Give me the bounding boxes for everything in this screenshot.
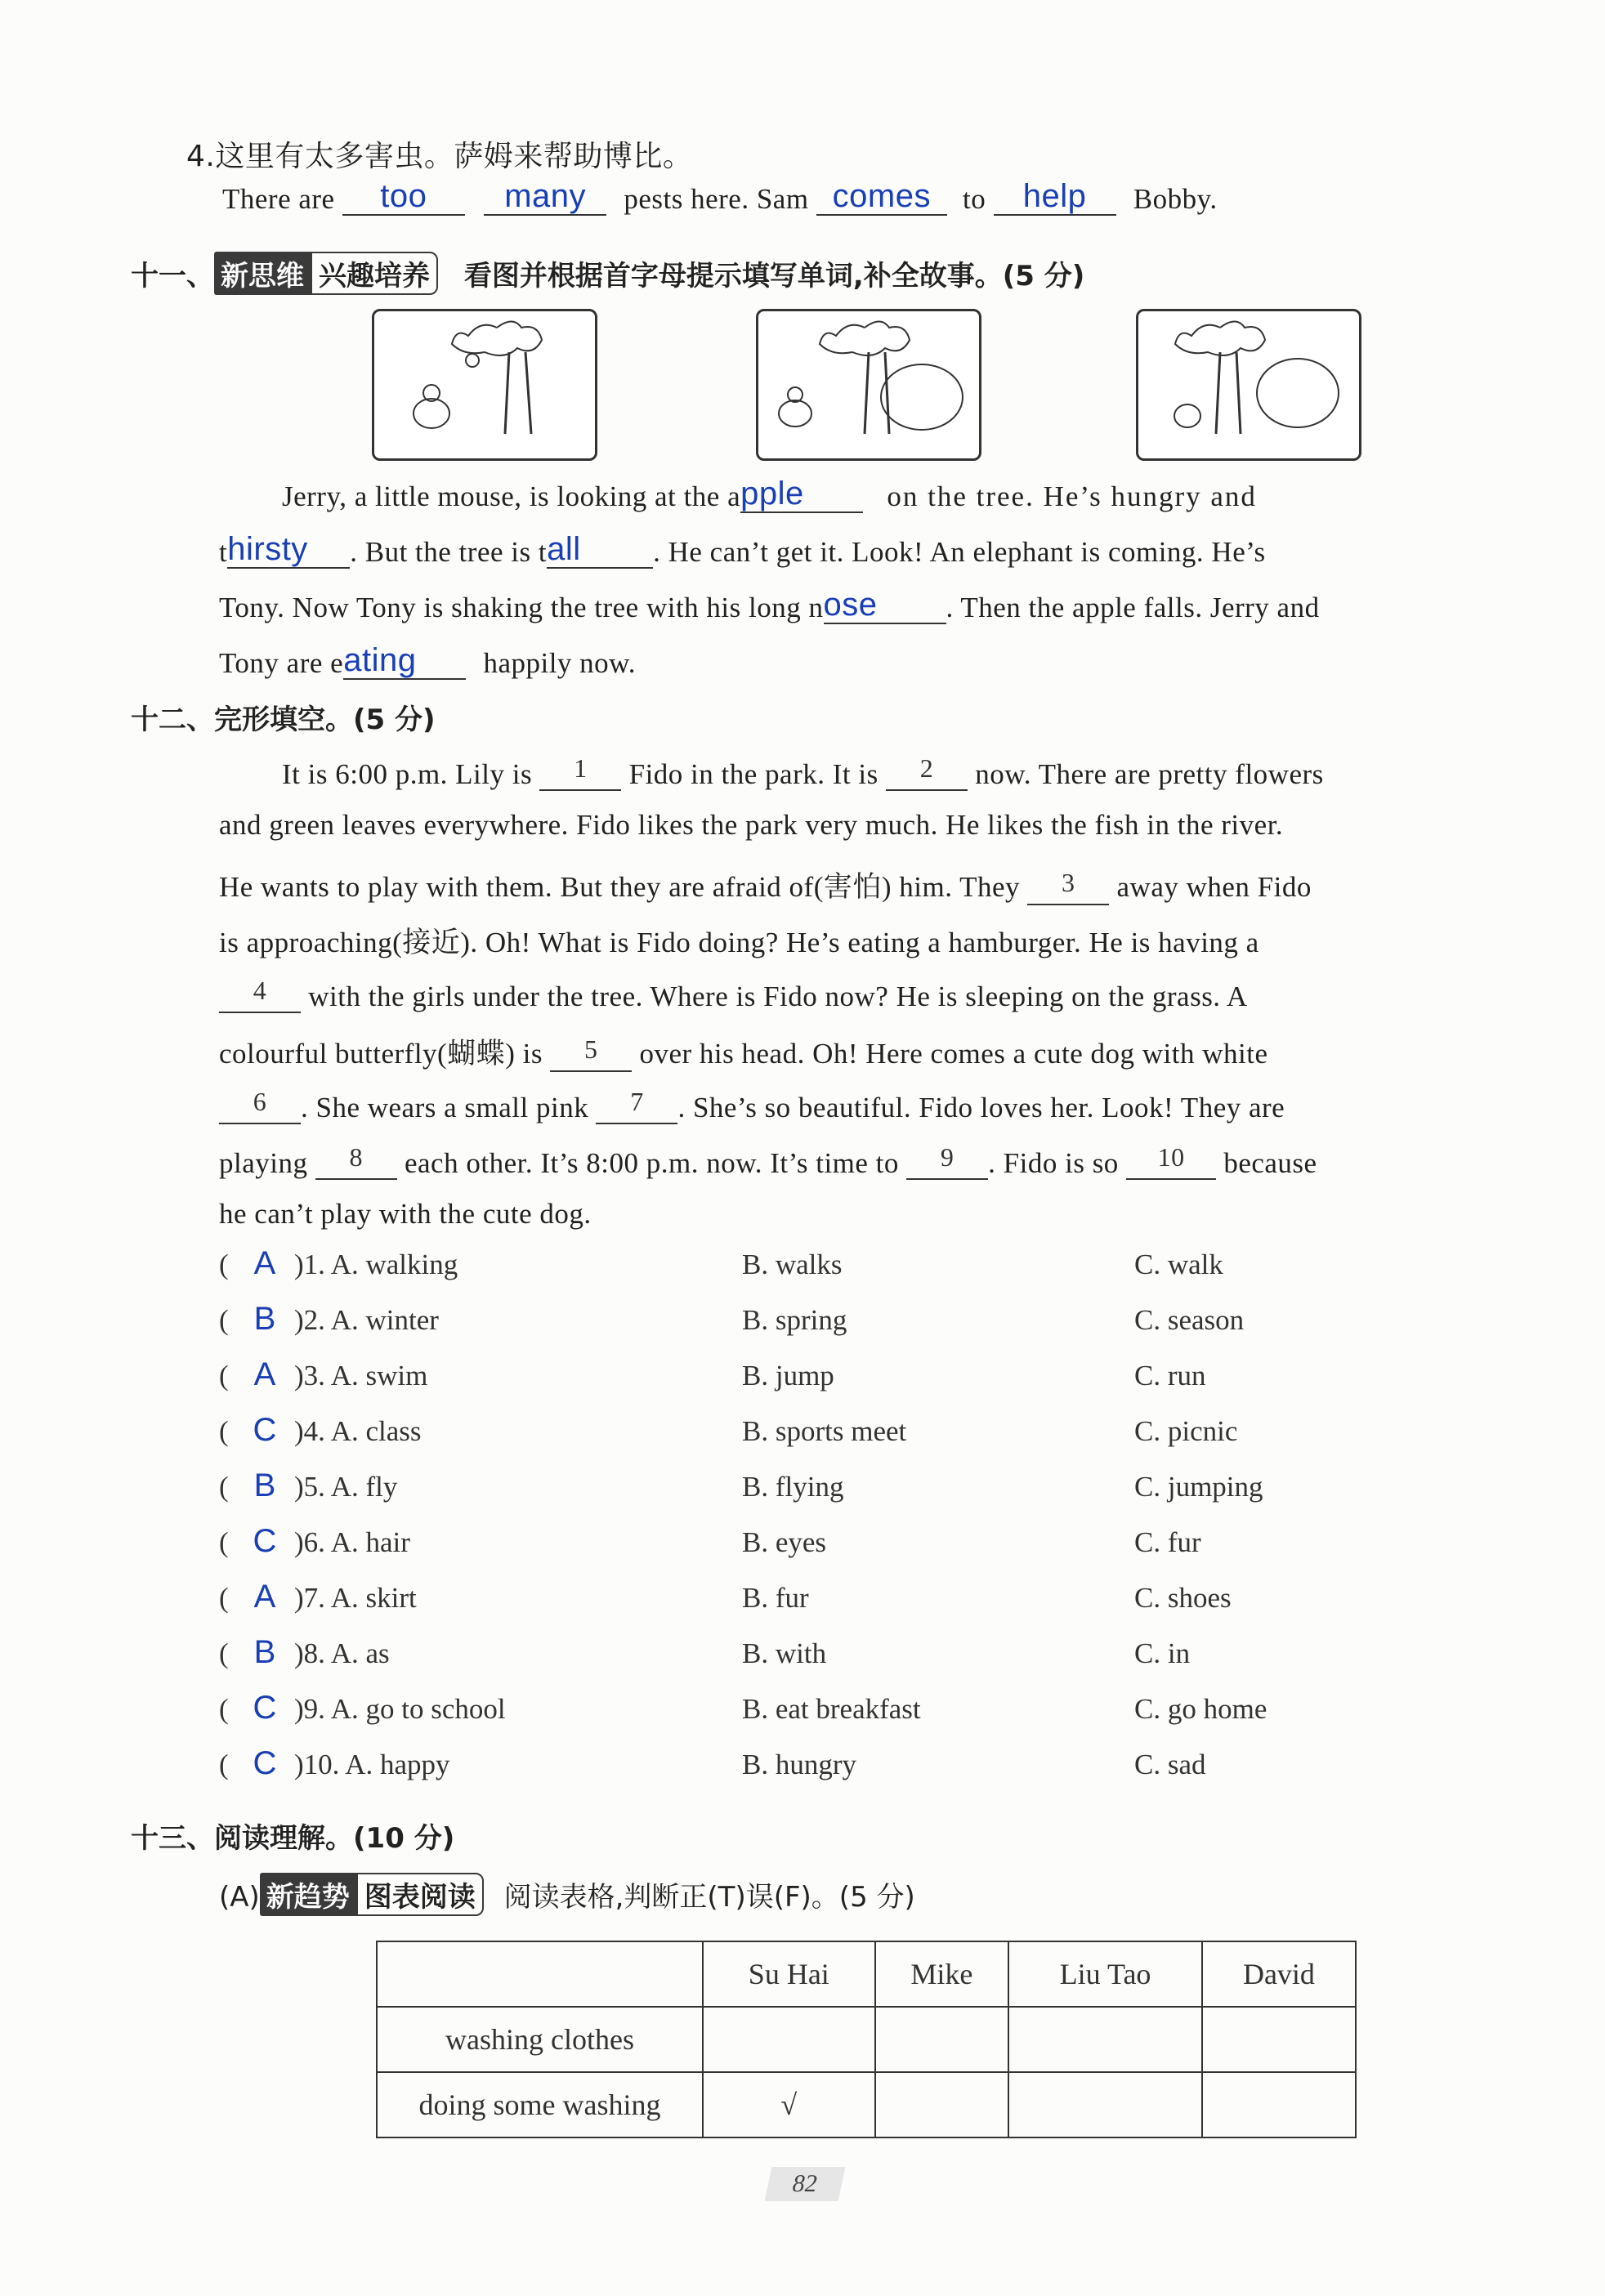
table-cell: √	[703, 2072, 875, 2137]
option-a: )4. A. class	[294, 1415, 422, 1447]
table-cell	[1202, 2072, 1356, 2137]
cloze-text: . She’s so beautiful. Fido loves her. Look! They are	[677, 1092, 1285, 1123]
story-picture-1	[372, 309, 597, 461]
cloze-blank-7[interactable]: 7	[596, 1087, 677, 1124]
option-c: C. jumping	[1134, 1471, 1263, 1503]
section-11-header	[131, 252, 1084, 295]
story-text: happily now.	[483, 647, 636, 679]
q4-text: pests here. Sam	[624, 183, 809, 215]
table-header-cell: David	[1202, 1941, 1356, 2007]
question-row: ( B )2. A. winter B. spring C. season	[219, 1301, 1245, 1337]
cloze-line-9: he can’t play with the cute dog.	[219, 1198, 592, 1230]
option-c: C. walk	[1134, 1249, 1223, 1280]
subsection-label: (A)	[219, 1881, 260, 1914]
cloze-blank-6[interactable]: 6	[219, 1087, 301, 1124]
option-b: B. jump	[742, 1360, 834, 1391]
table-cell	[1008, 2072, 1202, 2137]
section-instruction: 阅读表格,判断正(T)误(F)。(5 分)	[503, 1881, 915, 1914]
option-a: )9. A. go to school	[294, 1693, 506, 1725]
section-13a-header	[219, 1873, 915, 1916]
option-c: C. fur	[1134, 1526, 1201, 1558]
question-row: ( B )5. A. fly B. flying C. jumping	[219, 1467, 1263, 1503]
question-answer[interactable]: C	[253, 1523, 277, 1559]
story-picture-2	[756, 309, 981, 461]
story-text: Tony. Now Tony is shaking the tree with his long n	[219, 592, 824, 623]
section-title: 完形填空。(5 分)	[214, 704, 436, 736]
story-text: . But the tree is t	[350, 536, 548, 568]
question-row: ( A )3. A. swim B. jump C. run	[219, 1356, 1206, 1392]
cloze-blank-5[interactable]: 5	[550, 1034, 632, 1072]
q4-answer-3[interactable]: comes	[816, 178, 947, 216]
table-cell	[703, 2007, 875, 2072]
q4-text: Bobby.	[1133, 183, 1218, 215]
section-12-header	[131, 697, 436, 737]
option-b: B. with	[742, 1637, 827, 1669]
question-list	[219, 1245, 1363, 1804]
section-number: 十二、	[131, 704, 214, 736]
cloze-line-7	[219, 1087, 1285, 1124]
option-c: C. shoes	[1134, 1582, 1232, 1614]
cloze-blank-1[interactable]: 1	[539, 753, 621, 791]
tag-label-light: 兴趣培养	[311, 252, 438, 295]
table-header-cell	[377, 1941, 703, 2007]
option-c: C. run	[1134, 1360, 1206, 1391]
question-row: ( C )4. A. class B. sports meet C. picnic	[219, 1412, 1238, 1448]
cloze-text: colourful butterfly(蝴蝶) is	[219, 1038, 543, 1070]
q4-answer-1[interactable]: too	[342, 178, 465, 216]
cloze-blank-4[interactable]: 4	[219, 976, 301, 1013]
story-text: . He can’t get it. Look! An elephant is coming. He’s	[653, 536, 1266, 568]
section-title: 阅读理解。(10 分)	[214, 1822, 455, 1855]
option-b: B. eyes	[742, 1526, 827, 1558]
table-cell	[875, 2072, 1009, 2137]
cloze-line-4: is approaching(接近). Oh! What is Fido doing? He’s eating a hamburger. He is having a	[219, 927, 1259, 958]
question-answer[interactable]: A	[253, 1356, 276, 1392]
table-cell	[1202, 2007, 1356, 2072]
option-a: )6. A. hair	[294, 1526, 410, 1558]
question-answer[interactable]: B	[253, 1634, 276, 1670]
section-number: 十三、	[131, 1822, 214, 1855]
cloze-blank-9[interactable]: 9	[906, 1142, 988, 1180]
q4-chinese: 4.这里有太多害虫。萨姆来帮助博比。	[186, 140, 693, 173]
cloze-text: because	[1223, 1147, 1317, 1179]
cloze-line-2: and green leaves everywhere. Fido likes the park very much. He likes the fish in the river.	[219, 809, 1284, 841]
q4-sentence	[222, 178, 1218, 216]
cloze-text: each other. It’s 8:00 p.m. now. It’s time to	[404, 1147, 899, 1179]
option-c: C. season	[1134, 1304, 1245, 1336]
q4-answer-2[interactable]: many	[484, 178, 606, 216]
option-c: C. sad	[1134, 1749, 1206, 1780]
cloze-blank-10[interactable]: 10	[1126, 1142, 1216, 1180]
cloze-text: away when Fido	[1116, 871, 1312, 903]
cloze-blank-8[interactable]: 8	[315, 1142, 397, 1180]
table-row	[377, 2007, 1356, 2072]
q4-text: There are	[222, 183, 335, 215]
option-c: C. in	[1134, 1637, 1191, 1669]
story-picture-3	[1136, 309, 1361, 461]
cloze-text: over his head. Oh! Here comes a cute dog with white	[639, 1038, 1268, 1070]
question-row: ( B )8. A. as B. with C. in	[219, 1634, 1191, 1670]
option-a: )8. A. as	[294, 1637, 390, 1669]
option-b: B. fur	[742, 1582, 809, 1614]
section-number: 十一、	[131, 260, 214, 293]
story-answer-3[interactable]: all	[547, 531, 653, 569]
story-answer-4[interactable]: ose	[824, 587, 946, 624]
option-a: )1. A. walking	[294, 1249, 458, 1280]
option-b: B. eat breakfast	[742, 1693, 921, 1725]
option-a: )2. A. winter	[294, 1304, 439, 1336]
question-answer[interactable]: B	[253, 1467, 276, 1503]
question-answer[interactable]: A	[253, 1245, 276, 1281]
table-header-cell: Liu Tao	[1008, 1941, 1202, 2007]
question-row: ( C )6. A. hair B. eyes C. fur	[219, 1523, 1201, 1559]
story-answer-5[interactable]: ating	[343, 642, 466, 680]
tag-label-light: 图表阅读	[356, 1873, 484, 1916]
option-a: )10. A. happy	[294, 1749, 450, 1780]
story-text: Jerry, a little mouse, is looking at the a	[282, 480, 741, 512]
story-text: Tony are e	[219, 647, 344, 679]
story-line-3	[219, 587, 1320, 624]
story-answer-2[interactable]: hirsty	[227, 531, 350, 569]
cloze-line-8	[219, 1142, 1317, 1180]
cloze-line-3	[219, 864, 1312, 905]
table-row-label: washing clothes	[377, 2007, 703, 2072]
cloze-text: with the girls under the tree. Where is Fido now? He is sleeping on the grass. A	[308, 980, 1248, 1012]
q4-answer-4[interactable]: help	[994, 178, 1116, 216]
story-line-1	[282, 476, 1257, 513]
chores-table	[376, 1941, 1357, 2138]
tag-label-dark: 新趋势	[260, 1873, 356, 1916]
cloze-line-1	[282, 753, 1324, 791]
cloze-line-5	[219, 976, 1248, 1013]
cloze-blank-3[interactable]: 3	[1027, 868, 1109, 905]
cloze-text: It is 6:00 p.m. Lily is	[282, 758, 533, 790]
story-text: t	[219, 536, 228, 568]
table-row	[377, 2072, 1356, 2137]
option-b: B. spring	[742, 1304, 847, 1336]
table-row-label: doing some washing	[377, 2072, 703, 2137]
question-row: ( A )7. A. skirt B. fur C. shoes	[219, 1579, 1232, 1615]
option-c: C. picnic	[1134, 1415, 1238, 1447]
question-answer[interactable]: A	[253, 1579, 276, 1615]
question-answer[interactable]: C	[253, 1412, 277, 1448]
mouse-tree-drawing	[374, 311, 595, 458]
story-line-2	[219, 531, 1266, 569]
option-a: )7. A. skirt	[294, 1582, 417, 1614]
option-b: B. walks	[742, 1249, 843, 1280]
q4-text: to	[963, 183, 986, 215]
elephant-tree-drawing	[758, 311, 979, 458]
option-b: B. sports meet	[742, 1415, 907, 1447]
tag-label-dark: 新思维	[214, 252, 311, 295]
table-header-cell: Su Hai	[703, 1941, 875, 2007]
elephant-mouse-eating-drawing	[1138, 311, 1359, 458]
table-header-cell: Mike	[875, 1941, 1009, 2007]
question-answer[interactable]: C	[253, 1745, 277, 1781]
option-a: )5. A. fly	[294, 1471, 398, 1503]
table-header-row	[377, 1941, 1356, 2007]
cloze-text: . She wears a small pink	[301, 1092, 589, 1123]
question-answer[interactable]: C	[253, 1690, 277, 1726]
cloze-text: Fido in the park. It is	[628, 758, 879, 790]
option-a: )3. A. swim	[294, 1360, 428, 1391]
cloze-text: . Fido is so	[988, 1147, 1119, 1179]
cloze-blank-2[interactable]: 2	[886, 753, 968, 791]
cloze-text: playing	[219, 1147, 308, 1179]
question-row: ( C )10. A. happy B. hungry C. sad	[219, 1745, 1206, 1781]
cloze-text: He wants to play with them. But they are afraid of(害怕) him. They	[219, 871, 1021, 903]
question-row: ( C )9. A. go to school B. eat breakfast C. go home	[219, 1690, 1267, 1726]
question-row: ( A )1. A. walking B. walks C. walk	[219, 1245, 1223, 1281]
story-line-4	[219, 642, 636, 680]
section-instruction: 看图并根据首字母提示填写单词,补全故事。(5 分)	[463, 260, 1085, 293]
story-text: on the tree. He’s hungry and	[887, 480, 1257, 512]
option-b: B. flying	[742, 1471, 844, 1503]
page-number: 82	[765, 2167, 846, 2201]
story-answer-1[interactable]: pple	[740, 476, 863, 513]
cloze-line-6	[219, 1031, 1267, 1072]
story-text: . Then the apple falls. Jerry and	[946, 592, 1320, 623]
section-13-header	[131, 1816, 454, 1856]
option-c: C. go home	[1134, 1693, 1267, 1725]
table-cell	[875, 2007, 1009, 2072]
cloze-text: now. There are pretty flowers	[975, 758, 1324, 790]
table-cell	[1008, 2007, 1202, 2072]
question-answer[interactable]: B	[253, 1301, 276, 1337]
option-b: B. hungry	[742, 1749, 856, 1780]
